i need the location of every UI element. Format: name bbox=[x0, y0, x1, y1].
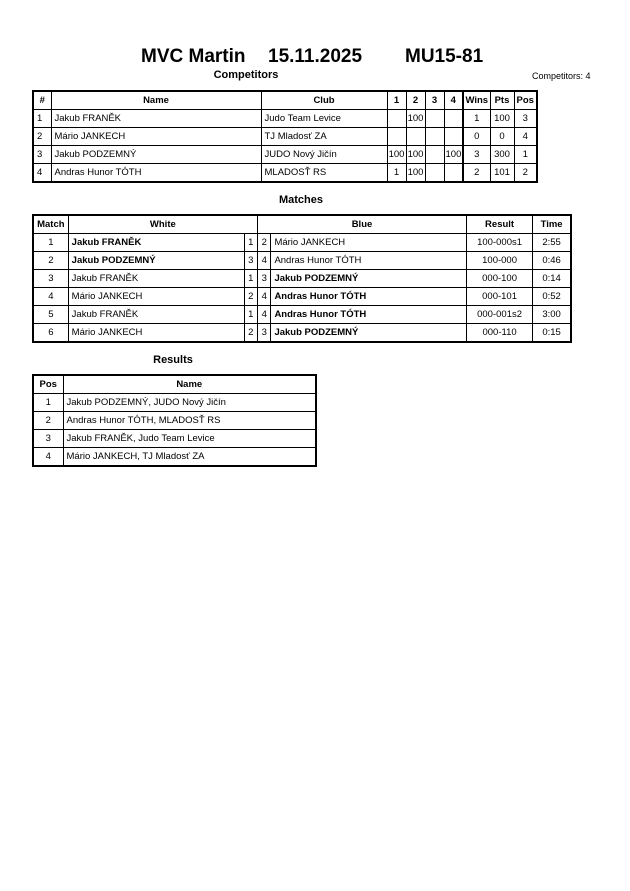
score-cell bbox=[444, 128, 463, 146]
white-name: Jakub FRANĚK bbox=[68, 306, 244, 324]
match-result: 100-000s1 bbox=[466, 234, 532, 252]
competitor-club: MLADOSŤ RS bbox=[261, 164, 387, 183]
col-white: White bbox=[68, 215, 257, 234]
result-name: Andras Hunor TÓTH, MLADOSŤ RS bbox=[63, 412, 316, 430]
competitors-heading: Competitors bbox=[213, 69, 279, 81]
match-number: 3 bbox=[33, 270, 68, 288]
competitor-number: 3 bbox=[33, 146, 51, 164]
competitor-number: 4 bbox=[33, 164, 51, 183]
position-cell: 4 bbox=[514, 128, 537, 146]
category-label: MU15-81 bbox=[405, 46, 484, 67]
competitor-row bbox=[33, 164, 537, 183]
blue-name: Jakub PODZEMNÝ bbox=[271, 324, 467, 343]
col-opp-3: 3 bbox=[425, 91, 444, 110]
matches-heading: Matches bbox=[278, 194, 324, 206]
match-row bbox=[33, 270, 571, 288]
score-cell bbox=[406, 128, 425, 146]
competitor-club: Judo Team Levice bbox=[261, 110, 387, 128]
match-row bbox=[33, 288, 571, 306]
match-number: 4 bbox=[33, 288, 68, 306]
points-cell: 101 bbox=[490, 164, 514, 183]
points-cell: 100 bbox=[490, 110, 514, 128]
col-time: Time bbox=[533, 215, 571, 234]
competitors-header-row bbox=[33, 91, 537, 110]
result-row bbox=[33, 448, 316, 467]
match-number: 2 bbox=[33, 252, 68, 270]
wins-cell: 3 bbox=[463, 146, 490, 164]
results-table bbox=[32, 374, 317, 467]
score-cell bbox=[387, 128, 406, 146]
result-name: Jakub FRANĚK, Judo Team Levice bbox=[63, 430, 316, 448]
match-result: 000-110 bbox=[466, 324, 532, 343]
competitor-name: Andras Hunor TÓTH bbox=[51, 164, 261, 183]
competitor-name: Mário JANKECH bbox=[51, 128, 261, 146]
match-result: 000-100 bbox=[466, 270, 532, 288]
blue-name: Jakub PODZEMNÝ bbox=[271, 270, 467, 288]
white-name: Mário JANKECH bbox=[68, 288, 244, 306]
col-result-name: Name bbox=[63, 375, 316, 394]
white-name: Jakub FRANĚK bbox=[68, 270, 244, 288]
position-cell: 3 bbox=[514, 110, 537, 128]
match-time: 0:15 bbox=[533, 324, 571, 343]
score-cell bbox=[425, 128, 444, 146]
score-cell bbox=[444, 110, 463, 128]
score-cell bbox=[425, 146, 444, 164]
col-result: Result bbox=[466, 215, 532, 234]
white-number: 1 bbox=[244, 234, 257, 252]
white-number: 1 bbox=[244, 306, 257, 324]
wins-cell: 0 bbox=[463, 128, 490, 146]
competitor-number: 1 bbox=[33, 110, 51, 128]
blue-number: 4 bbox=[258, 252, 271, 270]
match-number: 1 bbox=[33, 234, 68, 252]
col-position: Pos bbox=[33, 375, 63, 394]
score-cell: 100 bbox=[406, 164, 425, 183]
position-cell: 1 bbox=[514, 146, 537, 164]
white-name: Jakub PODZEMNÝ bbox=[68, 252, 244, 270]
blue-name: Mário JANKECH bbox=[271, 234, 467, 252]
result-name: Mário JANKECH, TJ Mladosť ZA bbox=[63, 448, 316, 467]
match-row bbox=[33, 324, 571, 343]
match-row bbox=[33, 252, 571, 270]
col-name: Name bbox=[51, 91, 261, 110]
white-number: 3 bbox=[244, 252, 257, 270]
result-position: 3 bbox=[33, 430, 63, 448]
score-cell bbox=[387, 110, 406, 128]
blue-number: 3 bbox=[258, 270, 271, 288]
match-row bbox=[33, 306, 571, 324]
blue-number: 4 bbox=[258, 306, 271, 324]
score-cell: 100 bbox=[444, 146, 463, 164]
col-pos: Pos bbox=[514, 91, 537, 110]
matches-header-row bbox=[33, 215, 571, 234]
blue-number: 2 bbox=[258, 234, 271, 252]
competitor-club: TJ Mladosť ZA bbox=[261, 128, 387, 146]
white-name: Jakub FRANĚK bbox=[68, 234, 244, 252]
col-wins: Wins bbox=[463, 91, 490, 110]
match-result: 100-000 bbox=[466, 252, 532, 270]
score-cell bbox=[425, 164, 444, 183]
event-date: 15.11.2025 bbox=[268, 46, 363, 67]
match-time: 2:55 bbox=[533, 234, 571, 252]
result-position: 2 bbox=[33, 412, 63, 430]
col-opp-1: 1 bbox=[387, 91, 406, 110]
result-position: 1 bbox=[33, 394, 63, 412]
competitor-row bbox=[33, 146, 537, 164]
competitor-name: Jakub PODZEMNÝ bbox=[51, 146, 261, 164]
match-time: 3:00 bbox=[533, 306, 571, 324]
score-cell bbox=[425, 110, 444, 128]
col-opp-2: 2 bbox=[406, 91, 425, 110]
match-result: 000-001s2 bbox=[466, 306, 532, 324]
col-blue: Blue bbox=[258, 215, 467, 234]
col-match: Match bbox=[33, 215, 68, 234]
blue-number: 4 bbox=[258, 288, 271, 306]
results-heading: Results bbox=[153, 354, 193, 366]
score-cell: 1 bbox=[387, 164, 406, 183]
score-cell: 100 bbox=[387, 146, 406, 164]
competitor-club: JUDO Nový Jičín bbox=[261, 146, 387, 164]
blue-number: 3 bbox=[258, 324, 271, 343]
results-header-row bbox=[33, 375, 316, 394]
competitors-table bbox=[32, 90, 538, 183]
blue-name: Andras Hunor TÓTH bbox=[271, 252, 467, 270]
match-row bbox=[33, 234, 571, 252]
match-time: 0:14 bbox=[533, 270, 571, 288]
white-number: 2 bbox=[244, 288, 257, 306]
score-cell: 100 bbox=[406, 146, 425, 164]
competitors-count: Competitors: 4 bbox=[532, 71, 591, 81]
match-number: 5 bbox=[33, 306, 68, 324]
matches-table bbox=[32, 214, 572, 343]
competitor-name: Jakub FRANĚK bbox=[51, 110, 261, 128]
wins-cell: 2 bbox=[463, 164, 490, 183]
position-cell: 2 bbox=[514, 164, 537, 183]
white-name: Mário JANKECH bbox=[68, 324, 244, 343]
match-result: 000-101 bbox=[466, 288, 532, 306]
score-cell bbox=[444, 164, 463, 183]
points-cell: 0 bbox=[490, 128, 514, 146]
blue-name: Andras Hunor TÓTH bbox=[271, 288, 467, 306]
score-cell: 100 bbox=[406, 110, 425, 128]
match-time: 0:46 bbox=[533, 252, 571, 270]
white-number: 2 bbox=[244, 324, 257, 343]
competitor-row bbox=[33, 128, 537, 146]
col-club: Club bbox=[261, 91, 387, 110]
result-row bbox=[33, 430, 316, 448]
match-time: 0:52 bbox=[533, 288, 571, 306]
white-number: 1 bbox=[244, 270, 257, 288]
result-row bbox=[33, 412, 316, 430]
col-opp-4: 4 bbox=[444, 91, 463, 110]
col-number: # bbox=[33, 91, 51, 110]
result-position: 4 bbox=[33, 448, 63, 467]
wins-cell: 1 bbox=[463, 110, 490, 128]
competitor-number: 2 bbox=[33, 128, 51, 146]
blue-name: Andras Hunor TÓTH bbox=[271, 306, 467, 324]
competitor-row bbox=[33, 110, 537, 128]
col-pts: Pts bbox=[490, 91, 514, 110]
match-number: 6 bbox=[33, 324, 68, 343]
page-title bbox=[0, 46, 630, 68]
event-name: MVC Martin bbox=[141, 46, 246, 67]
result-row bbox=[33, 394, 316, 412]
points-cell: 300 bbox=[490, 146, 514, 164]
result-name: Jakub PODZEMNÝ, JUDO Nový Jičín bbox=[63, 394, 316, 412]
